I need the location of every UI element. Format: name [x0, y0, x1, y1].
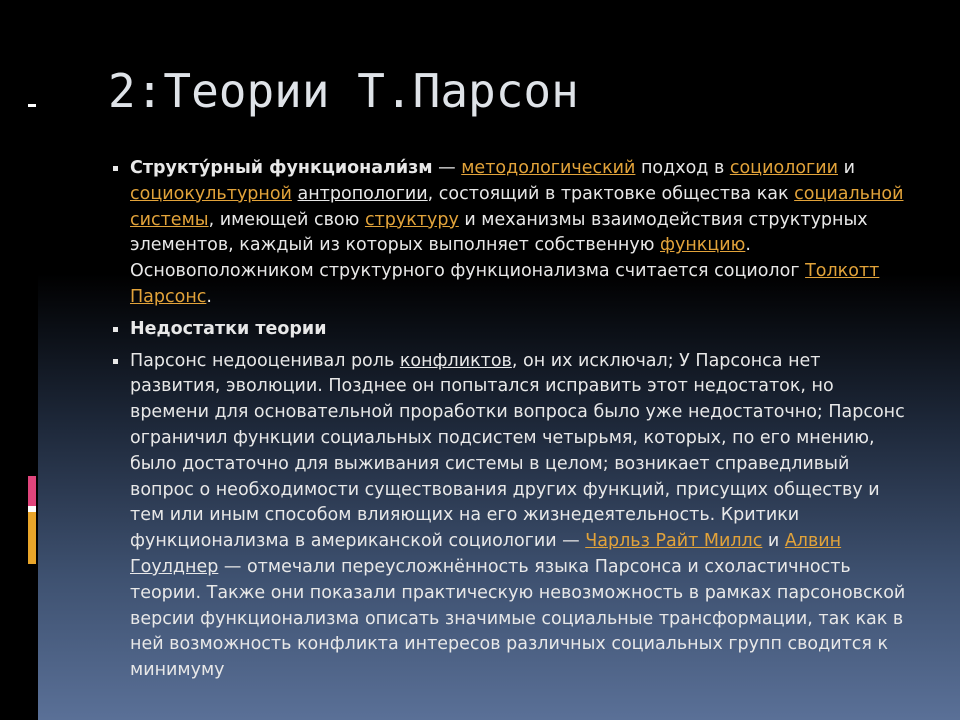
- text-segment: и: [762, 531, 785, 552]
- link-anthropology[interactable]: антропологии: [297, 183, 428, 204]
- bullet-marker: [113, 327, 118, 332]
- text-segment: — отмечали переусложнённость языка Парсонса и схоластичность теории. Также они показали практическую невозможность в рамках парсоновской версии функционализма описать значимые социальные трансформации, так как в ней возможность конфликта интересов различных социальных групп сводится к минимуму: [130, 556, 906, 681]
- deco-strip-pink: [28, 476, 36, 506]
- link-talcott-parsons[interactable]: Толкотт Парсонс: [130, 261, 880, 307]
- text-segment: . Основоположником структурного функционализма считается социолог: [130, 235, 806, 282]
- bullet-marker: [113, 166, 118, 171]
- link-sociology[interactable]: социологии: [729, 158, 838, 178]
- slide-title: 2:Теории Т.Парсон: [108, 64, 579, 118]
- text-segment: и: [838, 158, 855, 178]
- bullet-marker: [113, 359, 118, 364]
- drawbacks-heading: Недостатки теории: [130, 318, 327, 339]
- text-segment: , имеющей свою: [208, 209, 365, 230]
- list-item-drawbacks-heading: [108, 317, 908, 343]
- text-segment: —: [432, 158, 462, 178]
- link-conflicts[interactable]: конфликтов: [399, 350, 512, 371]
- link-charles-wright-mills[interactable]: Чарльз Райт Миллс: [585, 531, 763, 552]
- link-methodological[interactable]: методологический: [461, 158, 636, 178]
- link-structure[interactable]: структуру: [364, 209, 459, 230]
- text-segment: Парсонс недооценивал роль: [130, 350, 400, 371]
- link-function[interactable]: функцию: [660, 235, 746, 256]
- text-segment: .: [206, 286, 212, 307]
- term-structural-functionalism: Структу́рный функционали́зм: [130, 158, 433, 178]
- list-item-definition: [108, 156, 908, 311]
- text-segment: , состоящий в трактовке общества как: [427, 183, 795, 204]
- list-item-criticism: [108, 349, 908, 684]
- bullet-list: [108, 156, 908, 690]
- deco-strip-white-top: [28, 104, 36, 107]
- link-social-system[interactable]: социальной системы: [130, 183, 904, 230]
- link-alvin[interactable]: Алвин: [784, 531, 842, 552]
- text-segment: , он их исключал; У Парсонса нет развития, эволюции. Позднее он попытался исправить этот недостаток, но времени для основательной проработки вопроса было уже недостаточно; Парсонс ограничил функции социальных подсистем четырьмя, которых, по его мнению, было достаточно для выживания системы в целом; возникает справедливый вопрос о необходимости существования других функций, присущих обществу и тем или иным способом влияющих на его жизнедеятельность. Критики функционализма в американской социологии —: [130, 350, 905, 552]
- link-sociocultural[interactable]: социокультурной: [130, 183, 292, 204]
- text-segment: и механизмы взаимодействия структурных элементов, каждый из которых выполняет собственную: [130, 209, 868, 256]
- link-gouldner[interactable]: Гоулднер: [130, 556, 219, 577]
- deco-strip-gold: [28, 512, 36, 564]
- left-black-band: [0, 0, 38, 720]
- text-segment: подход в: [635, 158, 730, 178]
